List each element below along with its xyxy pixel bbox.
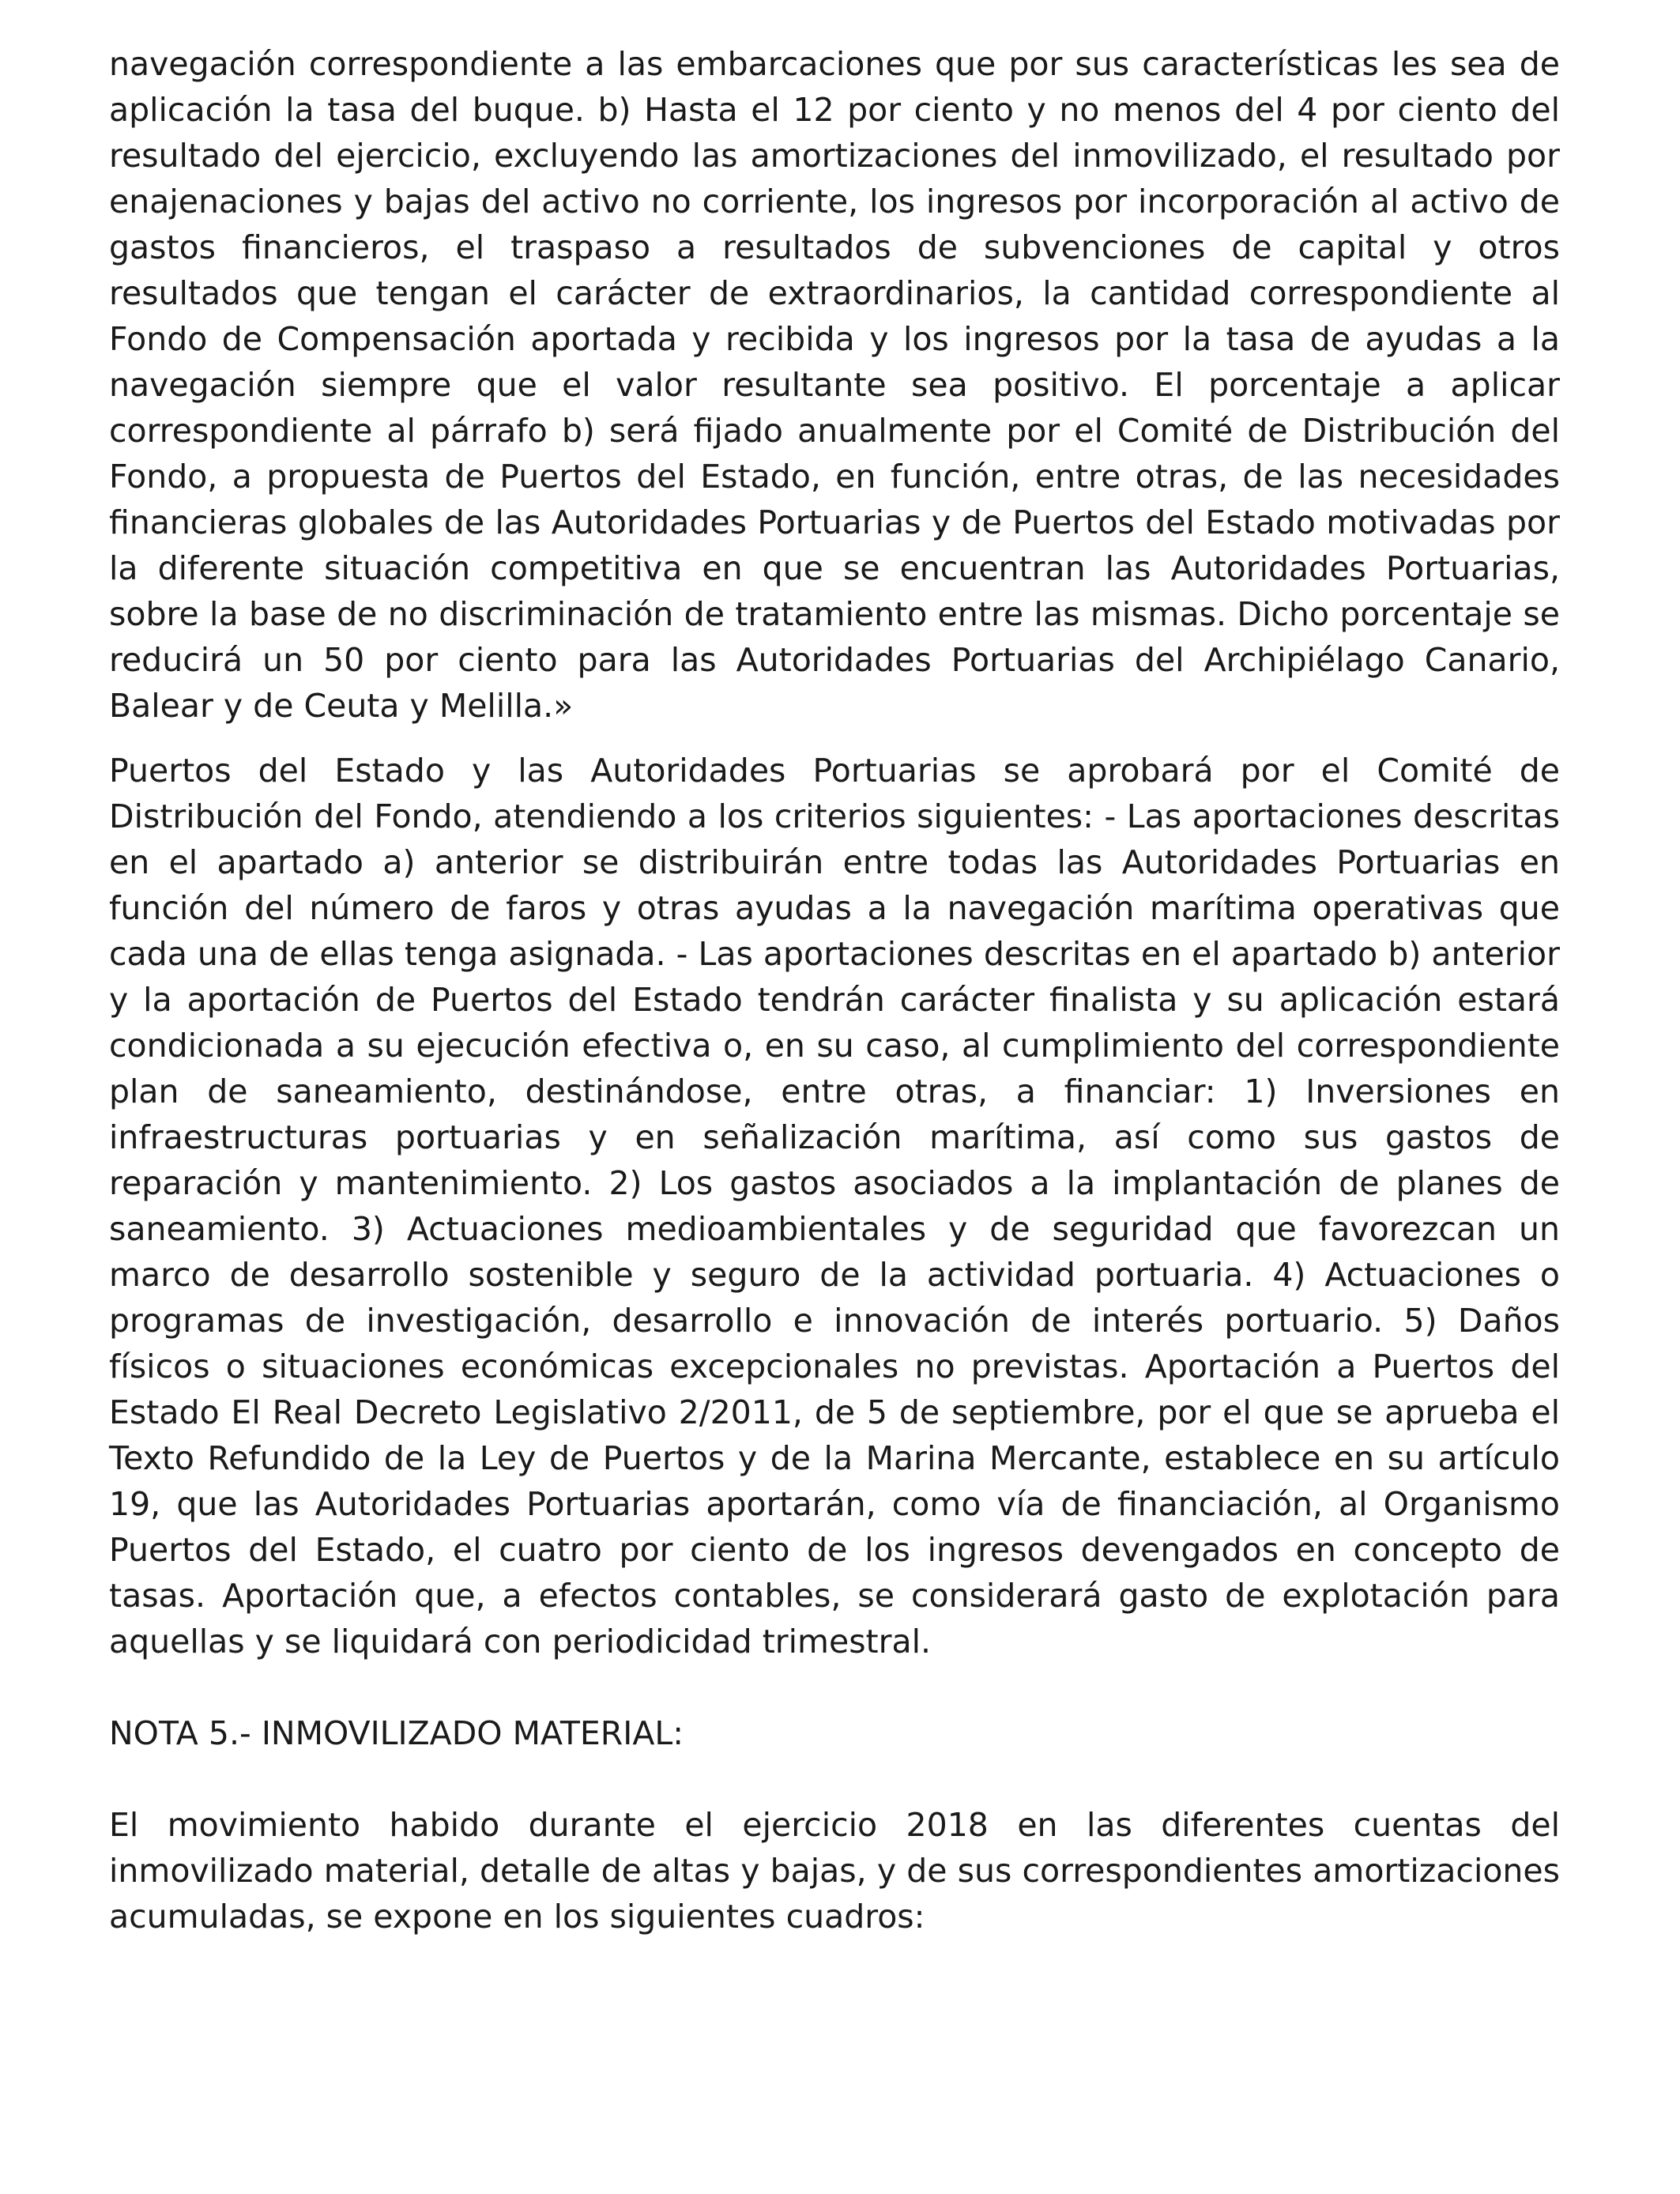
body-paragraph: navegación correspondiente a las embarcaciones que por sus características les sea de aplicación la tasa del buque. b) Hasta el 12 por ciento y no menos del 4 por ciento del resultado del ejercicio, excluyendo las amortizaciones del inmovilizado, el resultado por enajenaciones y bajas del activo no corriente, los ingresos por incorporación al activo de gastos financieros, el traspaso a resultados de subvenciones de capital y otros resultados que tengan el carácter de extraordinarios, la cantidad correspondiente al Fondo de Compensación aportada y recibida y los ingresos por la tasa de ayudas a la navegación siempre que el valor resultante sea positivo. El porcentaje a aplicar correspondiente al párrafo b) será fijado anualmente por el Comité de Distribución del Fondo, a propuesta de Puertos del Estado, en función, entre otras, de las necesidades financieras globales de las Autoridades Portuarias y de Puertos del Estado motivadas por la diferente situación competitiva en que se encuentran las Autoridades Portuarias, sobre la base de no discriminación de tratamiento entre las mismas. Dicho porcentaje se reducirá un 50 por ciento para las Autoridades Portuarias del Archipiélago Canario, Balear y de Ceuta y Melilla.»	[109, 45, 1560, 725]
body-paragraph: El movimiento habido durante el ejercicio 2018 en las diferentes cuentas del inmovilizado material, detalle de altas y bajas, y de sus correspondientes amortizaciones acumuladas, se expone en los siguientes cuadros:	[109, 1806, 1560, 1936]
document-page	[109, 41, 1560, 1940]
body-paragraph: Puertos del Estado y las Autoridades Portuarias se aprobará por el Comité de Distribución del Fondo, atendiendo a los criterios siguientes: - Las aportaciones descritas en el apartado a) anterior se distribuirán entre todas las Autoridades Portuarias en función del número de faros y otras ayudas a la navegación marítima operativas que cada una de ellas tenga asignada. - Las aportaciones descritas en el apartado b) anterior y la aportación de Puertos del Estado tendrán carácter finalista y su aplicación estará condicionada a su ejecución efectiva o, en su caso, al cumplimiento del correspondiente plan de saneamiento, destinándose, entre otras, a financiar: 1) Inversiones en infraestructuras portuarias y en señalización marítima, así como sus gastos de reparación y mantenimiento. 2) Los gastos asociados a la implantación de planes de saneamiento. 3) Actuaciones medioambientales y de seguridad que favorezcan un marco de desarrollo sostenible y seguro de la actividad portuaria. 4) Actuaciones o programas de investigación, desarrollo e innovación de interés portuario. 5) Daños físicos o situaciones económicas excepcionales no previstas. Aportación a Puertos del Estado El Real Decreto Legislativo 2/2011, de 5 de septiembre, por el que se aprueba el Texto Refundido de la Ley de Puertos y de la Marina Mercante, establece en su artículo 19, que las Autoridades Portuarias aportarán, como vía de financiación, al Organismo Puertos del Estado, el cuatro por ciento de los ingresos devengados en concepto de tasas. Aportación que, a efectos contables, se considerará gasto de explotación para aquellas y se liquidará con periodicidad trimestral.	[109, 752, 1560, 1661]
section-heading: NOTA 5.- INMOVILIZADO MATERIAL:	[109, 1714, 684, 1752]
